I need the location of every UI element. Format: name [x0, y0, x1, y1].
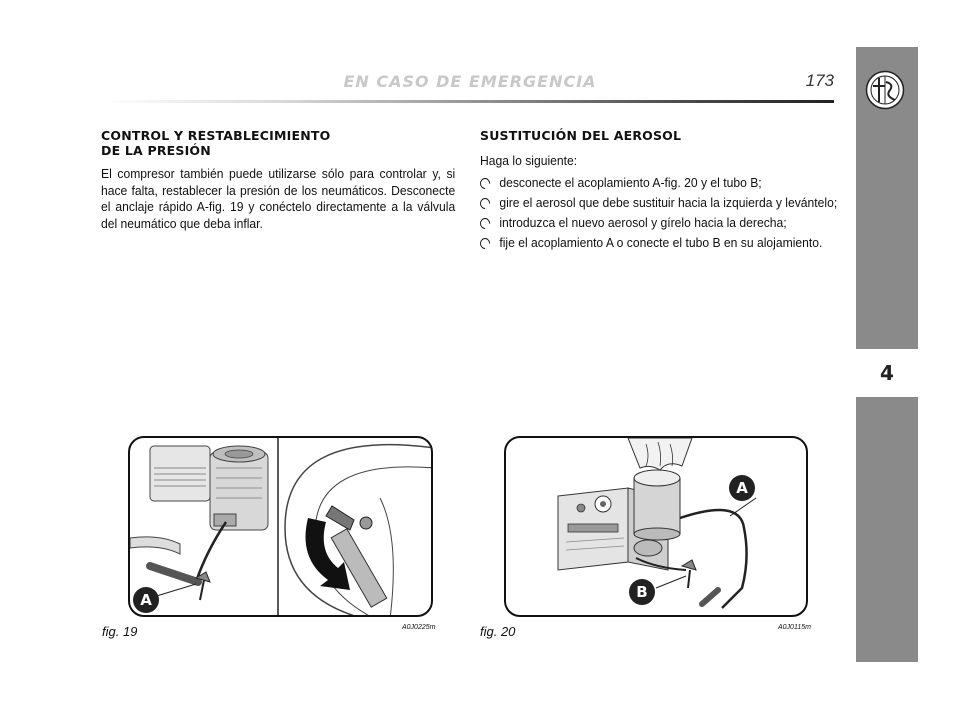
figure-20-label: fig. 20: [480, 624, 516, 639]
bullet-icon: [478, 216, 492, 232]
callout-a-marker: [132, 586, 160, 614]
section-title: EN CASO DE EMERGENCIA: [343, 72, 597, 91]
bullet-icon: [478, 196, 492, 212]
page-number: 173: [805, 71, 834, 90]
figure-19-illustration: [128, 436, 433, 617]
aerosol-replacement-illustration: [506, 438, 808, 617]
chapter-number[interactable]: 4: [880, 361, 894, 385]
callout-a-label: A: [736, 479, 748, 497]
callout-a-label: A: [140, 591, 152, 609]
compressor-valve-illustration: [130, 438, 433, 617]
intro-text: Haga lo siguiente:: [480, 153, 578, 168]
figure-20-illustration: [504, 436, 808, 617]
list-item: fije el acoplamiento A o conecte el tubo B en su alojamiento.: [480, 233, 837, 253]
section-heading-aerosol: SUSTITUCIÓN DEL AEROSOL: [480, 128, 682, 143]
right-column: [480, 128, 836, 253]
figure-20-code: A0J0115m: [778, 624, 811, 631]
alfa-romeo-logo-icon: [865, 70, 905, 110]
bullet-icon: [478, 236, 492, 252]
list-item: gire el aerosol que debe sustituir hacia la izquierda y levántelo;: [480, 193, 837, 213]
left-column: [101, 128, 455, 232]
sidebar-tab-bottom: [856, 397, 918, 662]
bullet-icon: [478, 176, 492, 192]
list-item: desconecte el acoplamiento A-fig. 20 y el tubo B;: [480, 173, 837, 193]
figure-19-label: fig. 19: [102, 624, 138, 639]
pressure-paragraph: El compresor también puede utilizarse sólo para controlar y, si hace falta, restablecer la presión de los neumáticos. Desconecte el anclaje rápido A-fig. 19 y conéctelo directamente a la válvula del neumático que deba inflar.: [101, 166, 456, 231]
callout-a-marker: [728, 474, 756, 502]
header-rule: [100, 100, 834, 103]
callout-b-marker: [628, 578, 656, 606]
callout-b-label: B: [636, 583, 648, 601]
section-heading-pressure: CONTROL Y RESTABLECIMIENTO DE LA PRESIÓN: [101, 128, 331, 158]
instruction-list: [480, 173, 837, 253]
list-item: introduzca el nuevo aerosol y gírelo hacia la derecha;: [480, 213, 837, 233]
figure-19-code: A0J0225m: [402, 624, 436, 631]
